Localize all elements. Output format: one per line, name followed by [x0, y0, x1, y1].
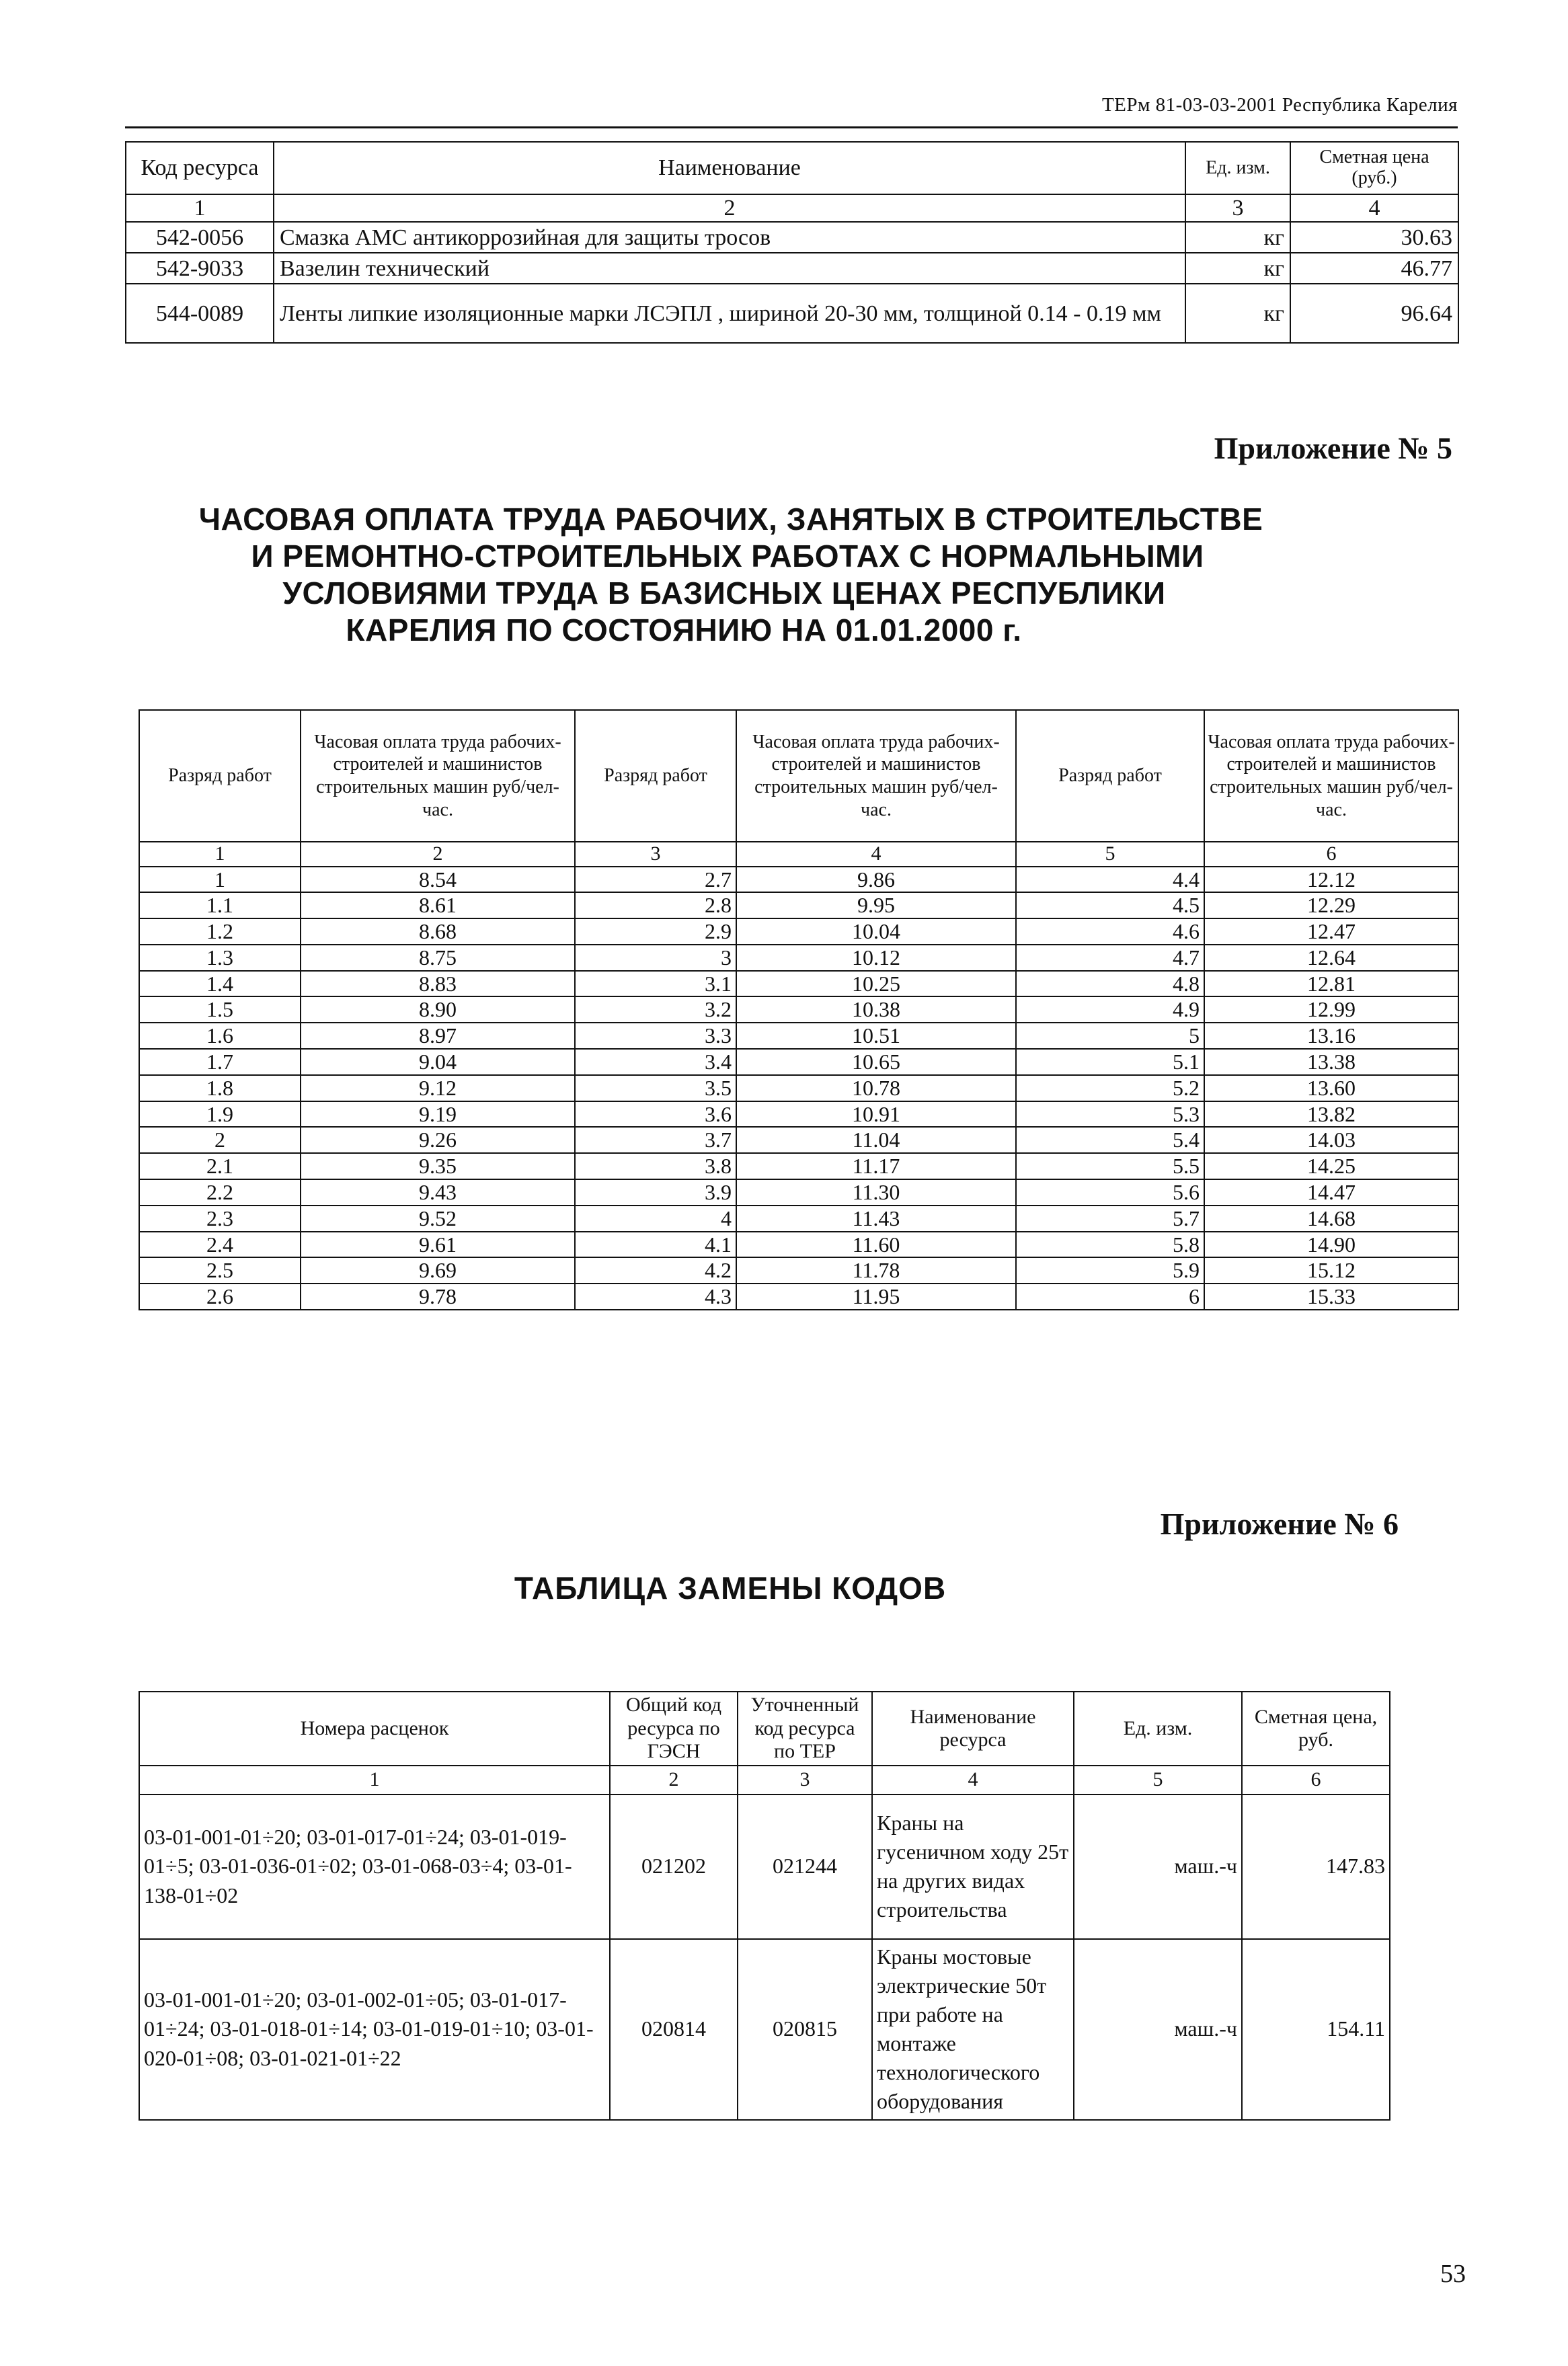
col-header-price: Сметная цена, руб.: [1242, 1692, 1390, 1766]
appendix-5-title: [125, 501, 1458, 649]
hourly-pay-value: 9.35: [301, 1153, 575, 1179]
hourly-pay-value: 9.69: [301, 1257, 575, 1284]
grade-value: 1.7: [139, 1049, 301, 1075]
grade-value: 4.6: [1016, 918, 1204, 945]
gesn-code: 020814: [610, 1939, 738, 2120]
grade-value: 4.7: [1016, 945, 1204, 971]
hourly-pay-value: 12.81: [1204, 971, 1458, 997]
grade-value: 6: [1016, 1284, 1204, 1310]
table-row: [139, 1049, 1458, 1075]
hourly-pay-value: 12.12: [1204, 867, 1458, 893]
hourly-pay-value: 8.83: [301, 971, 575, 997]
table-row: [139, 867, 1458, 893]
hourly-pay-value: 14.68: [1204, 1206, 1458, 1232]
hourly-pay-value: 12.47: [1204, 918, 1458, 945]
resource-price: 147.83: [1242, 1795, 1390, 1939]
table-row: [139, 1153, 1458, 1179]
hourly-pay-value: 10.91: [736, 1101, 1016, 1128]
hourly-pay-value: 12.29: [1204, 892, 1458, 918]
grade-value: 3.9: [575, 1179, 736, 1206]
grade-value: 5.9: [1016, 1257, 1204, 1284]
resource-price: 30.63: [1290, 222, 1458, 253]
resource-price: 46.77: [1290, 253, 1458, 284]
col-number: 4: [1290, 194, 1458, 222]
col-number: 5: [1074, 1766, 1242, 1795]
grade-value: 2.8: [575, 892, 736, 918]
col-header-grade: Разряд работ: [1016, 710, 1204, 842]
table-row: [139, 996, 1458, 1023]
col-header-pay: Часовая оплата труда рабочих-строителей и машинистов строительных машин руб/чел-час.: [301, 710, 575, 842]
gesn-code: 021202: [610, 1795, 738, 1939]
hourly-pay-value: 8.97: [301, 1023, 575, 1049]
table-row: [139, 971, 1458, 997]
grade-value: 3: [575, 945, 736, 971]
col-header-price: Сметная цена (руб.): [1290, 142, 1458, 194]
hourly-pay-value: 9.61: [301, 1232, 575, 1258]
hourly-pay-value: 13.38: [1204, 1049, 1458, 1075]
hourly-pay-value: 9.86: [736, 867, 1016, 893]
col-number: 1: [139, 1766, 610, 1795]
table-row: [139, 1257, 1458, 1284]
hourly-pay-value: 10.65: [736, 1049, 1016, 1075]
col-header-grade: Разряд работ: [575, 710, 736, 842]
hourly-pay-value: 11.04: [736, 1127, 1016, 1153]
table-row: [139, 918, 1458, 945]
grade-value: 4: [575, 1206, 736, 1232]
table-row: [126, 284, 1458, 343]
hourly-pay-value: 14.47: [1204, 1179, 1458, 1206]
col-header-resource-name: Наименование ресурса: [872, 1692, 1074, 1766]
rate-numbers: 03-01-001-01÷20; 03-01-017-01÷24; 03-01-019-01÷5; 03-01-036-01÷02; 03-01-068-03÷4; 03-01-138-01÷02: [139, 1795, 610, 1939]
hourly-pay-value: 10.25: [736, 971, 1016, 997]
grade-value: 3.8: [575, 1153, 736, 1179]
resource-name: Смазка АМС антикоррозийная для защиты тросов: [274, 222, 1185, 253]
table-row: [126, 222, 1458, 253]
hourly-pay-value: 8.61: [301, 892, 575, 918]
table-row: [139, 1284, 1458, 1310]
grade-value: 1.8: [139, 1075, 301, 1101]
grade-value: 5.7: [1016, 1206, 1204, 1232]
col-header-ter-code: Уточненный код ресурса по ТЕР: [738, 1692, 872, 1766]
table-row: [126, 253, 1458, 284]
grade-value: 5.6: [1016, 1179, 1204, 1206]
grade-value: 5.8: [1016, 1232, 1204, 1258]
hourly-pay-value: 9.04: [301, 1049, 575, 1075]
hourly-pay-value: 9.78: [301, 1284, 575, 1310]
ter-code: 021244: [738, 1795, 872, 1939]
col-header-gesn-code: Общий код ресурса по ГЭСН: [610, 1692, 738, 1766]
page-number: 53: [1440, 2260, 1466, 2288]
header-rule: [125, 126, 1458, 128]
grade-value: 3.5: [575, 1075, 736, 1101]
resource-name: Краны мостовые электрические 50т при работе на монтаже технологического оборудования: [872, 1939, 1074, 2120]
table-row: [139, 1101, 1458, 1128]
hourly-pay-value: 11.43: [736, 1206, 1016, 1232]
resource-unit: маш.-ч: [1074, 1795, 1242, 1939]
col-header-grade: Разряд работ: [139, 710, 301, 842]
table-row: [139, 1075, 1458, 1101]
grade-value: 5.4: [1016, 1127, 1204, 1153]
grade-value: 2.3: [139, 1206, 301, 1232]
grade-value: 4.3: [575, 1284, 736, 1310]
col-number: 5: [1016, 842, 1204, 867]
hourly-pay-value: 8.54: [301, 867, 575, 893]
hourly-pay-value: 10.04: [736, 918, 1016, 945]
title-line: ЧАСОВАЯ ОПЛАТА ТРУДА РАБОЧИХ, ЗАНЯТЫХ В СТРОИТЕЛЬСТВЕ: [198, 502, 1263, 537]
appendix-6-label: Приложение № 6: [1160, 1507, 1399, 1541]
grade-value: 4.2: [575, 1257, 736, 1284]
grade-value: 1: [139, 867, 301, 893]
col-number: 1: [126, 194, 274, 222]
grade-value: 4.8: [1016, 971, 1204, 997]
ter-code: 020815: [738, 1939, 872, 2120]
grade-value: 3.7: [575, 1127, 736, 1153]
col-number: 2: [274, 194, 1185, 222]
grade-value: 4.1: [575, 1232, 736, 1258]
hourly-pay-value: 13.82: [1204, 1101, 1458, 1128]
appendix-5-label: Приложение № 5: [1214, 431, 1452, 465]
grade-value: 5.2: [1016, 1075, 1204, 1101]
table-row: [139, 892, 1458, 918]
col-header-rates: Номера расценок: [139, 1692, 610, 1766]
grade-value: 4.4: [1016, 867, 1204, 893]
hourly-pay-value: 10.38: [736, 996, 1016, 1023]
grade-value: 5: [1016, 1023, 1204, 1049]
col-number: 3: [738, 1766, 872, 1795]
table-row: [139, 1206, 1458, 1232]
hourly-pay-value: 9.12: [301, 1075, 575, 1101]
col-header-name: Наименование: [274, 142, 1185, 194]
hourly-pay-value: 9.19: [301, 1101, 575, 1128]
hourly-pay-value: 14.25: [1204, 1153, 1458, 1179]
grade-value: 4.5: [1016, 892, 1204, 918]
table-row: [139, 1127, 1458, 1153]
hourly-pay-value: 13.60: [1204, 1075, 1458, 1101]
hourly-pay-value: 15.33: [1204, 1284, 1458, 1310]
hourly-pay-value: 12.64: [1204, 945, 1458, 971]
col-number: 2: [301, 842, 575, 867]
resource-unit: кг: [1185, 284, 1290, 343]
table-row: [139, 1023, 1458, 1049]
col-number: 3: [575, 842, 736, 867]
hourly-pay-value: 14.90: [1204, 1232, 1458, 1258]
hourly-pay-value: 12.99: [1204, 996, 1458, 1023]
resource-name: Ленты липкие изоляционные марки ЛСЭПЛ , шириной 20-30 мм, толщиной 0.14 - 0.19 мм: [274, 284, 1185, 343]
grade-value: 1.1: [139, 892, 301, 918]
col-number: 2: [610, 1766, 738, 1795]
grade-value: 1.9: [139, 1101, 301, 1128]
col-header-unit: Ед. изм.: [1074, 1692, 1242, 1766]
grade-value: 5.3: [1016, 1101, 1204, 1128]
table-row: [139, 1232, 1458, 1258]
grade-value: 2.1: [139, 1153, 301, 1179]
table-row: [139, 1795, 1390, 1939]
grade-value: 2.9: [575, 918, 736, 945]
resource-price-table: [125, 141, 1459, 344]
col-header-pay: Часовая оплата труда рабочих-строителей и машинистов строительных машин руб/чел-час.: [1204, 710, 1458, 842]
hourly-pay-value: 11.30: [736, 1179, 1016, 1206]
table-row: [139, 1939, 1390, 2120]
col-header-pay: Часовая оплата труда рабочих-строителей и машинистов строительных машин руб/чел-час.: [736, 710, 1016, 842]
grade-value: 4.9: [1016, 996, 1204, 1023]
hourly-pay-value: 10.12: [736, 945, 1016, 971]
hourly-pay-value: 8.90: [301, 996, 575, 1023]
grade-value: 1.4: [139, 971, 301, 997]
hourly-pay-value: 11.60: [736, 1232, 1016, 1258]
hourly-pay-value: 14.03: [1204, 1127, 1458, 1153]
code-replacement-table: [139, 1691, 1390, 2121]
grade-value: 2: [139, 1127, 301, 1153]
hourly-pay-value: 11.17: [736, 1153, 1016, 1179]
grade-value: 3.2: [575, 996, 736, 1023]
hourly-pay-value: 9.26: [301, 1127, 575, 1153]
col-header-code: Код ресурса: [126, 142, 274, 194]
grade-value: 5.5: [1016, 1153, 1204, 1179]
col-number: 1: [139, 842, 301, 867]
running-header: ТЕРм 81-03-03-2001 Республика Карелия: [1101, 94, 1458, 116]
resource-code: 542-9033: [126, 253, 274, 284]
grade-value: 3.1: [575, 971, 736, 997]
resource-code: 544-0089: [126, 284, 274, 343]
resource-name: Вазелин технический: [274, 253, 1185, 284]
hourly-pay-value: 10.51: [736, 1023, 1016, 1049]
col-number: 3: [1185, 194, 1290, 222]
title-line: И РЕМОНТНО-СТРОИТЕЛЬНЫХ РАБОТАХ С НОРМАЛЬНЫМИ: [251, 539, 1204, 574]
hourly-pay-value: 9.52: [301, 1206, 575, 1232]
grade-value: 1.6: [139, 1023, 301, 1049]
col-header-unit: Ед. изм.: [1185, 142, 1290, 194]
hourly-pay-value: 8.75: [301, 945, 575, 971]
grade-value: 1.5: [139, 996, 301, 1023]
grade-value: 2.7: [575, 867, 736, 893]
resource-unit: маш.-ч: [1074, 1939, 1242, 2120]
grade-value: 3.3: [575, 1023, 736, 1049]
title-line: КАРЕЛИЯ ПО СОСТОЯНИЮ НА 01.01.2000 г.: [346, 613, 1022, 647]
resource-price: 154.11: [1242, 1939, 1390, 2120]
hourly-pay-value: 13.16: [1204, 1023, 1458, 1049]
grade-value: 1.2: [139, 918, 301, 945]
grade-value: 3.6: [575, 1101, 736, 1128]
resource-price: 96.64: [1290, 284, 1458, 343]
hourly-pay-value: 10.78: [736, 1075, 1016, 1101]
hourly-pay-value: 11.78: [736, 1257, 1016, 1284]
hourly-pay-value: 11.95: [736, 1284, 1016, 1310]
hourly-pay-table: [139, 709, 1459, 1310]
grade-value: 2.6: [139, 1284, 301, 1310]
grade-value: 2.4: [139, 1232, 301, 1258]
resource-name: Краны на гусеничном ходу 25т на других видах строительства: [872, 1795, 1074, 1939]
rate-numbers: 03-01-001-01÷20; 03-01-002-01÷05; 03-01-017-01÷24; 03-01-018-01÷14; 03-01-019-01÷10; 03-01-020-01÷08; 03-01-021-01÷22: [139, 1939, 610, 2120]
resource-unit: кг: [1185, 222, 1290, 253]
grade-value: 5.1: [1016, 1049, 1204, 1075]
resource-code: 542-0056: [126, 222, 274, 253]
col-number: 4: [872, 1766, 1074, 1795]
hourly-pay-value: 9.43: [301, 1179, 575, 1206]
hourly-pay-value: 9.95: [736, 892, 1016, 918]
grade-value: 1.3: [139, 945, 301, 971]
resource-unit: кг: [1185, 253, 1290, 284]
hourly-pay-value: 15.12: [1204, 1257, 1458, 1284]
col-number: 6: [1242, 1766, 1390, 1795]
hourly-pay-value: 8.68: [301, 918, 575, 945]
grade-value: 2.2: [139, 1179, 301, 1206]
grade-value: 3.4: [575, 1049, 736, 1075]
title-line: УСЛОВИЯМИ ТРУДА В БАЗИСНЫХ ЦЕНАХ РЕСПУБЛИКИ: [282, 576, 1166, 610]
col-number: 4: [736, 842, 1016, 867]
grade-value: 2.5: [139, 1257, 301, 1284]
appendix-6-title: ТАБЛИЦА ЗАМЕНЫ КОДОВ: [514, 1571, 947, 1606]
col-number: 6: [1204, 842, 1458, 867]
table-row: [139, 1179, 1458, 1206]
table-row: [139, 945, 1458, 971]
